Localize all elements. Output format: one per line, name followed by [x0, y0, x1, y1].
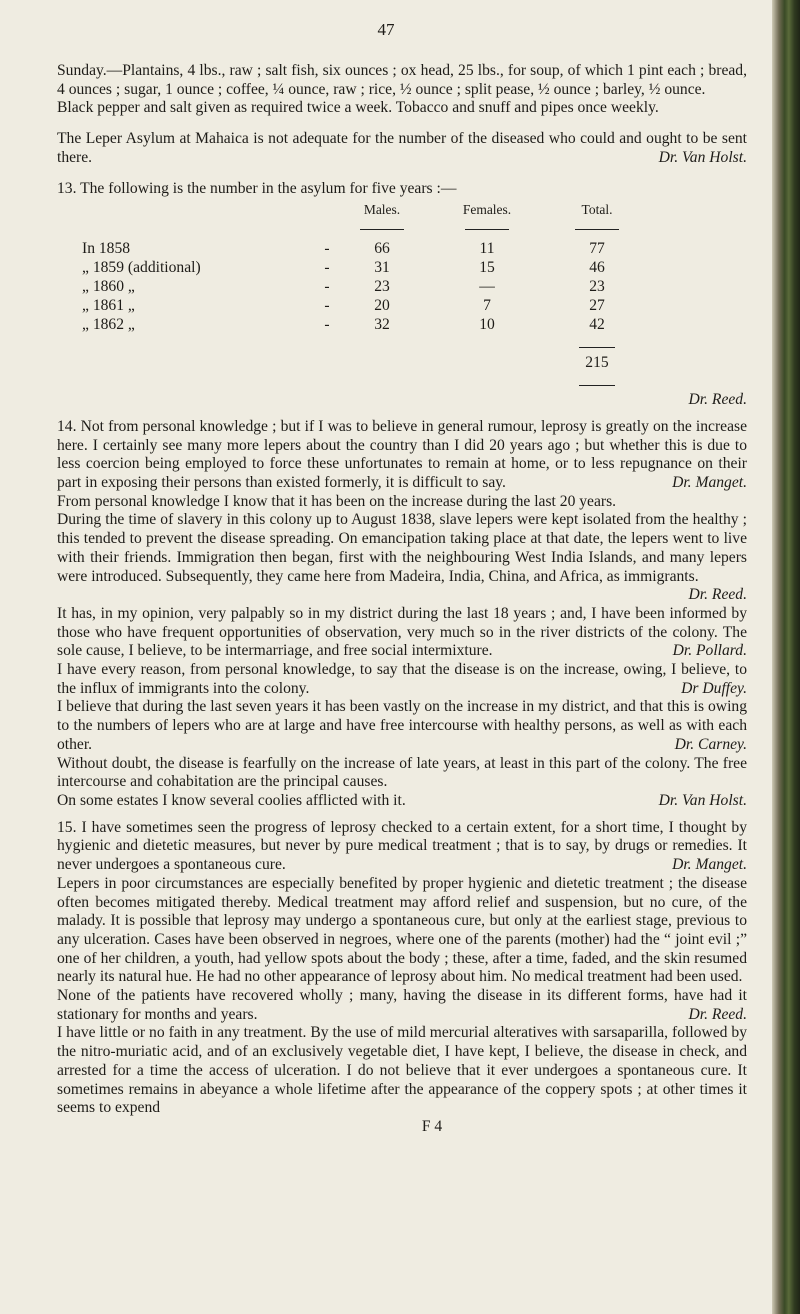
book-binding-edge	[772, 0, 800, 1314]
signature-pollard: Dr. Pollard.	[672, 642, 747, 660]
paragraph-15c: None of the patients have recovered wholly ; many, having the disease in its different forms, have had it stationary for months and years. Dr. Reed.	[57, 987, 747, 1023]
table-header-row	[57, 198, 747, 220]
signature-manget-1: Dr. Manget.	[672, 474, 747, 492]
signature-reed-1: Dr. Reed.	[688, 391, 747, 409]
paragraph-14f: I believe that during the last seven years it has been vastly on the increase in my district, and that this is owing to the numbers of lepers who are at large and have free intercourse with healthy persons, as well as with each other. Dr. Carney.	[57, 698, 747, 753]
table-row: „ 1862 „ - 32 10 42	[82, 316, 605, 334]
paragraph-14h: On some estates I know several coolies afflicted with it. Dr. Van Holst.	[57, 791, 747, 809]
signature-van-holst-1: Dr. Van Holst.	[658, 148, 747, 166]
paragraph-14b: From personal knowledge I know that it has been on the increase during the last 20 years.	[57, 492, 617, 510]
paragraph-asylum-text: The Leper Asylum at Mahaica is not adequate for the number of the diseased who could and ought to be sent there.	[57, 130, 747, 166]
signature-carney: Dr. Carney.	[674, 735, 747, 753]
header-rule-row	[57, 220, 747, 239]
paragraph-asylum	[57, 130, 747, 167]
table-row: „ 1860 „ - 23 — 23	[82, 278, 605, 296]
paragraph-14c: During the time of slavery in this colony up to August 1838, slave lepers were kept isolated from the healthy ; this tended to prevent the disease spreading. On emancipation taking place at that date, the lepers went to live with their friends. Immigration then began, first with the neighbouring West India Islands, and many lepers were introduced. Subsequently, they came here from Madeira, India, China, and Africa, as immigrants.	[57, 511, 747, 585]
signature-reed-3: Dr. Reed.	[688, 1005, 747, 1023]
grand-total-underline-row	[57, 372, 747, 391]
body-text	[57, 62, 747, 1137]
paragraph-14e: I have every reason, from personal knowledge, to say that the disease is on the increase, owing, I believe, to the influx of immigrants into the colony. Dr Duffey.	[57, 661, 747, 697]
header-total: Total.	[581, 201, 613, 217]
paragraph-14a: 14. Not from personal knowledge ; but if I was to believe in general rumour, leprosy is greatly on the increase here. I certainly see many more lepers about the country than I did 20 years ago ; but whether this is due to less coercion being employed to force these unfortunates to remain at home, or to less repugnance on their part in exposing their persons than existed formerly, it is difficult to say. Dr. Manget.	[57, 417, 747, 492]
paragraph-15a: 15. I have sometimes seen the progress of leprosy checked to a certain extent, for a short time, I thought by hygienic and dietetic measures, but never by pure medical treatment ; that is to say, by drugs or remedies. It never undergoes a spontaneous cure. Dr. Manget.	[57, 818, 747, 874]
signature-duffey: Dr Duffey.	[681, 679, 747, 697]
paragraph-15b: Lepers in poor circumstances are especially benefited by proper hygienic and dietetic treatment ; the disease often becomes mitigated thereby. Medical treatment may afford relief and suspension, but no cure, of the malady. It is possible that leprosy may undergo a spontaneous cure, but only at the earliest stage, previous to any ulceration. Cases have been observed in negroes, where one of the parents (mother) had the “ joint evil ;” one of her children, a youth, had yellow spots about the body ; these, after a time, faded, and the skin resumed nearly its natural hue. He had no other appearance of leprosy about him. No medical treatment had been used.	[57, 874, 747, 986]
page-number: 47	[377, 20, 395, 39]
paragraph-15d: I have little or no faith in any treatment. By the use of mild mercurial alteratives with sarsaparilla, followed by the nitro-muriatic acid, and of an exclusively vegetable diet, I have kept, I believe, the disease in check, and arrested for a time the access of ulceration. I do not believe that it ever undergoes a spontaneous cure. It sometimes remains in abeyance a whole lifetime after the appearance of the coppery spots ; at other times it seems to expend	[57, 1024, 747, 1117]
table-row: „ 1861 „ - 20 7 27	[82, 297, 605, 315]
paragraph-14g: Without doubt, the disease is fearfully on the increase of late years, at least in this part of the colony. The free intercourse and cohabitation are the principal causes.	[57, 754, 747, 791]
table-row: „ 1859 (additional) - 31 15 46	[82, 259, 605, 277]
paragraph-diet: Sunday.—Plantains, 4 lbs., raw ; salt fish, six ounces ; ox head, 25 lbs., for soup, of which 1 pint each ; bread, 4 ounces ; sugar, 1 ounce ; coffee, ¼ ounce, raw ; rice, ½ ounce ; split pease, ½ ounce ; barley, ½ ounce.	[57, 62, 747, 98]
table-row: In 1858 - 66 11 77	[82, 240, 605, 258]
paragraph-pepper: Black pepper and salt given as required twice a week. Tobacco and snuff and pipes once weekly.	[57, 99, 659, 117]
signature-mark: F 4	[421, 1117, 443, 1135]
header-males: Males.	[363, 201, 401, 217]
grand-total-row	[57, 353, 747, 372]
grand-total: 215	[585, 354, 609, 372]
signature-reed-2: Dr. Reed.	[688, 586, 747, 604]
section-13-intro: 13. The following is the number in the asylum for five years :—	[57, 179, 457, 197]
signature-van-holst-2: Dr. Van Holst.	[658, 791, 747, 809]
signature-manget-2: Dr. Manget.	[672, 856, 747, 874]
asylum-table	[57, 198, 747, 391]
total-rule-row	[57, 334, 747, 353]
paragraph-14d: It has, in my opinion, very palpably so in my district during the last 18 years ; and, I have been informed by those who have frequent opportunities of observation, very much so in the river districts of the colony. The sole cause, I believe, to be intermarriage, and free social intermixture. Dr. Pollard.	[57, 604, 747, 660]
header-females: Females.	[462, 201, 512, 217]
